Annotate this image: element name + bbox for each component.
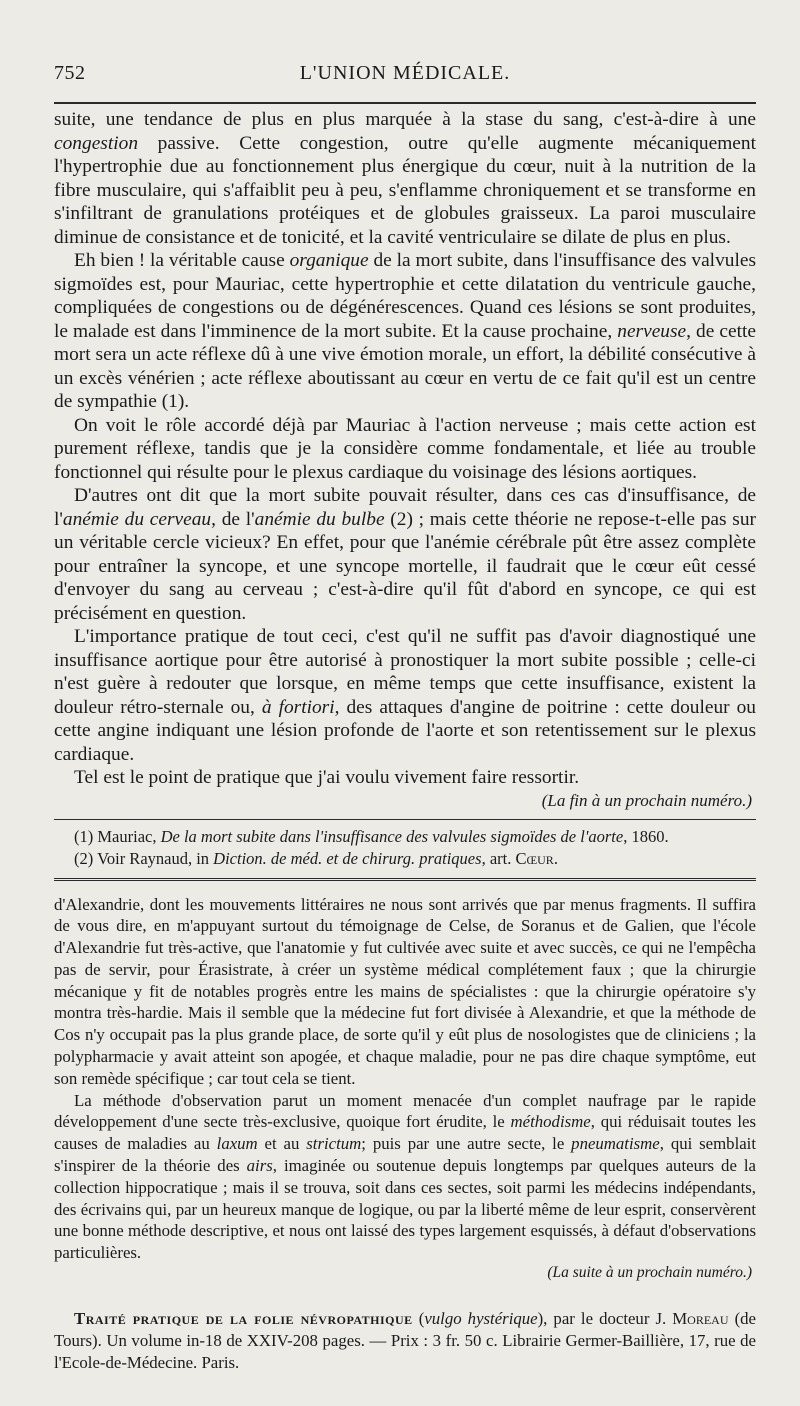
footnote-2: (2) Voir Raynaud, in Diction. de méd. et de chirurg. pratiques, art. Cœur.: [74, 848, 558, 868]
feuilleton-paragraph-1: d'Alexandrie, dont les mouvements littéraires ne nous sont arrivés que par menus fragments. Il suffira de vous dire, en m'appuyant surtout du témoignage de Celse, de Soranus et de Galien, que l'école d'Alexandrie fut très-active, que l'anatomie y fut cultivée avec suite et avec succès, ce qui ne l'empêcha pas de servir, pour Érasistrate, à créer un système médical complétement faux ; que la chirurgie mécanique y fit de notables progrès entre les mains de spécialistes : que la chirurgie opératoire s'y montra très-hardie. Mais il semble que la médecine fut fort divisée à Alexandrie, et que la méthode de Cos n'y occupait pas la plus grande place, de sorte qu'il y eût plus de nosologistes que de cliniciens ; la polypharmacie y avait atteint son apogée, et chaque maladie, pour ne pas dire chaque symptôme, eut son remède spécifique ; car tout cela se tient.: [54, 894, 756, 1088]
article-paragraph-5: L'importance pratique de tout ceci, c'est qu'il ne suffit pas d'avoir diagnostiqué une insuffisance aortique pour être autorisé à pronostiquer la mort subite possible ; celle-ci n'est guère à redouter que lorsque, en même temps que cette insuffisance, existent la douleur rétro-sternale ou, à fortiori, des attaques d'angine de poitrine : cette douleur ou cette angine indiquant une lésion profonde de l'aorte et son retentissement sur le plexus cardiaque.: [54, 626, 757, 765]
article-paragraph-1: suite, une tendance de plus en plus marquée à la stase du sang, c'est-à-dire à une congestion passive. Cette congestion, outre qu'elle augmente mécaniquement l'hypertrophie due au fonctionnement plus énergique du cœur, nuit à la nutrition de la fibre musculaire, qui s'affaiblit peu à peu, s'enflamme chroniquement et se transforme en s'infiltrant de granulations protéiques et de globules graisseux. La paroi musculaire diminue de consistance et de tonicité, et la cavité ventriculaire se dilate de plus en plus.: [54, 109, 756, 248]
feuilleton-rule: [54, 878, 756, 884]
article-paragraph-6: Tel est le point de pratique que j'ai voulu vivement faire ressortir.: [74, 767, 580, 788]
footnote-1: (1) Mauriac, De la mort subite dans l'insuffisance des valvules sigmoïdes de l'aorte, 1860.: [74, 826, 669, 846]
footnotes: [54, 826, 756, 870]
page-header: [54, 62, 756, 96]
article-continuation-note: (La fin à un prochain numéro.): [541, 790, 752, 810]
page-number: 752: [54, 62, 86, 84]
journal-title: L'UNION MÉDICALE.: [299, 62, 511, 84]
bibliography-entry: Traité pratique de la folie névropathique (vulgo hystérique), par le docteur J. Moreau (de Tours). Un volume in-18 de XXIV-208 pages. — Prix : 3 fr. 50 c. Librairie Germer-Baillière, 17, rue de l'Ecole-de-Médecine. Paris.: [54, 1309, 757, 1373]
book-title: Traité pratique de la folie névropathique: [74, 1309, 413, 1329]
main-article: [54, 108, 756, 811]
bibliography-notice: [54, 1308, 756, 1374]
article-paragraph-4: D'autres ont dit que la mort subite pouvait résulter, dans ces cas d'insuffisance, de l'anémie du cerveau, de l'anémie du bulbe (2) ; mais cette théorie ne repose-t-elle pas sur un véritable cercle vicieux? En effet, pour que l'anémie cérébrale pût être assez complète pour entraîner la syncope, et une syncope mortelle, il faudrait que le cœur eût cessé d'envoyer du sang au cerveau ; c'est-à-dire qu'il fût d'abord en syncope, ce qui est précisément en question.: [54, 485, 756, 624]
article-paragraph-2: Eh bien ! la véritable cause organique de la mort subite, dans l'insuffisance des valvules sigmoïdes est, pour Mauriac, cette hypertrophie et cette dilatation du ventricule gauche, compliquées de congestions ou de dégénérescences. Quand ces lésions se sont produites, le malade est dans l'imminence de la mort subite. Et la cause prochaine, nerveuse, de cette mort sera un acte réflexe dû à une vive émotion morale, un effort, la débilité consécutive à un excès vénérien ; acte réflexe aboutissant au cœur en vertu de ce fait qu'il est un centre de sympathie (1).: [54, 250, 756, 412]
feuilleton-section: [54, 894, 756, 1283]
header-rule: [54, 102, 756, 104]
footnote-rule: [54, 819, 756, 820]
article-paragraph-3: On voit le rôle accordé déjà par Mauriac à l'action nerveuse ; mais cette action est purement réflexe, tandis que je la considère comme fondamentale, et liée au trouble fonctionnel qui résulte pour le plexus cardiaque du voisinage des lésions aortiques.: [54, 414, 756, 483]
feuilleton-continuation-note: (La suite à un prochain numéro.): [547, 1264, 752, 1282]
feuilleton-paragraph-2: La méthode d'observation parut un moment menacée d'un complet naufrage par le rapide développement d'une secte très-exclusive, quoique fort érudite, le méthodisme, qui réduisait toutes les causes de maladies au laxum et au strictum; puis par une autre secte, le pneumatisme, qui semblait s'inspirer de la théorie des airs, imaginée ou soutenue depuis longtemps par quelques auteurs de la collection hippocratique ; mais il se trouva, soit dans ces sectes, soit parmi les médecins indépendants, des écrivains qui, par un heureux manque de logique, ou par la liberté même de leur esprit, conservèrent une bonne méthode descriptive, et nous ont laissé des types largement esquissés, à défaut d'observations particulières.: [54, 1090, 756, 1263]
